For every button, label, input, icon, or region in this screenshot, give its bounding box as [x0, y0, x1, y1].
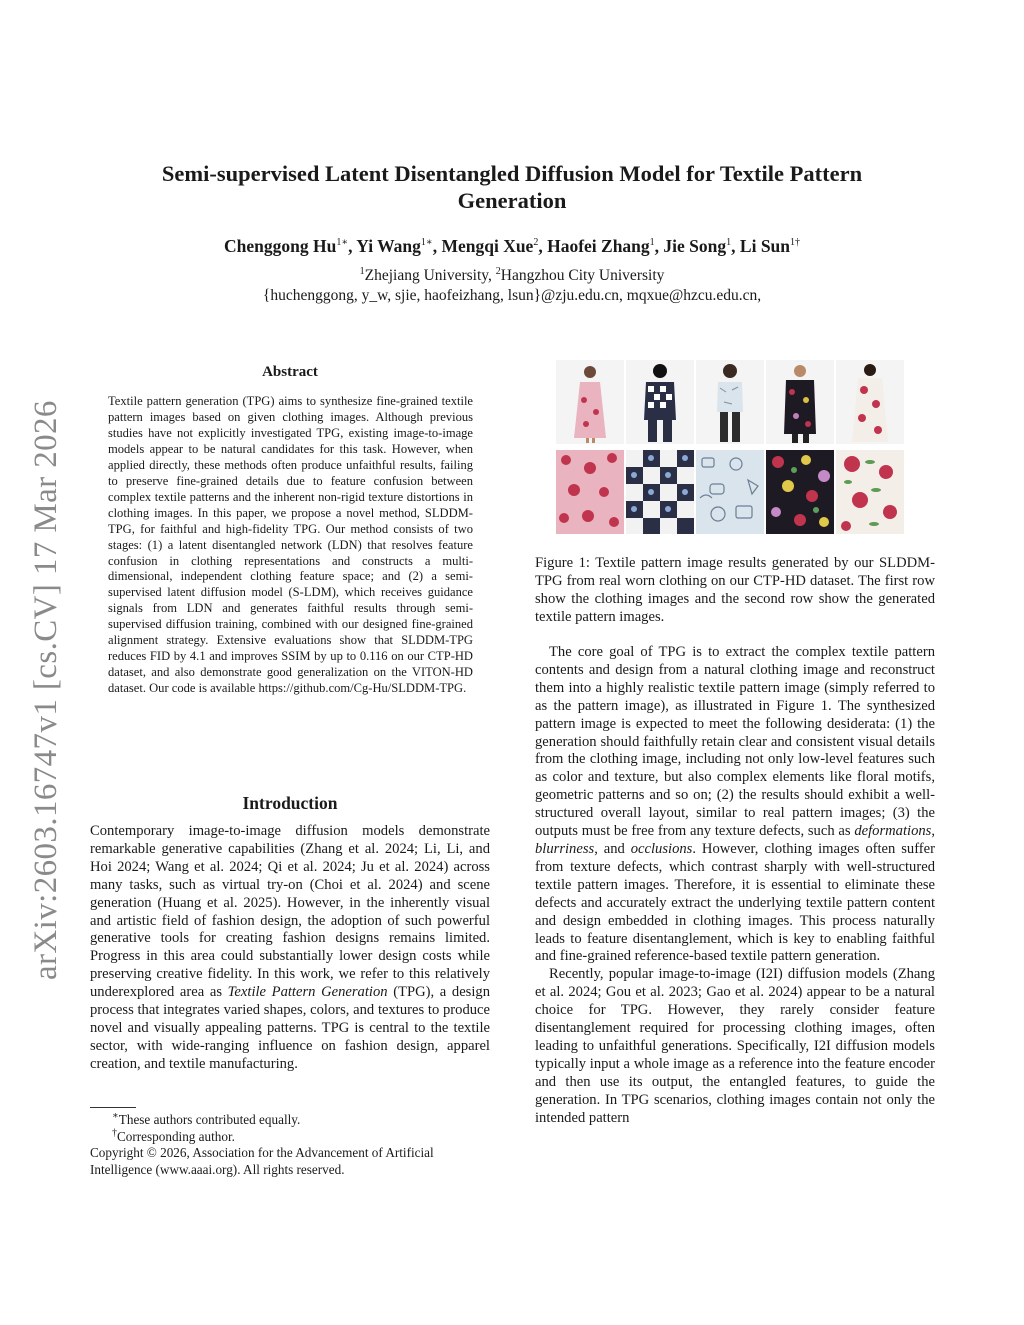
figure-1 — [556, 360, 906, 534]
footnote-equal: ∗These authors contributed equally. — [112, 1110, 301, 1127]
footnote-corresponding: †Corresponding author. — [112, 1127, 235, 1144]
pattern-image-2 — [626, 450, 694, 534]
paragraph: The core goal of TPG is to extract the complex textile pattern contents and design from a natural clothing image and reconstruct them into a highly realistic textile pattern image (simply referred to as the pattern image), as illustrated in Figure 1. The synthesized pattern image is expected to meet the following desiderata: (1) the generation should faithfully retain clear and consistent visual details from the clothing image, including not only low-level features such as color and texture, but also complex elements like floral motifs, geometric patterns and so on; (2) the results should exhibit a well-structured overall layout, similar to real pattern images; (3) the outputs must be free from any texture defects, such as deformations, blurriness, and occlusions. However, clothing images often suffer from texture defects, which contrast sharply with well-structured textile pattern images. Therefore, it is essential to eliminate these defects and accurately extract the underlying textile pattern content and design embedded in clothing images. This process naturally leads to feature disentanglement, which is key to enabling faithful and fine-grained reference-based textile pattern generation. — [535, 644, 935, 965]
author-emails: {huchenggong, y_w, sjie, haofeizhang, lsun}@zju.edu.cn, mqxue@hzcu.edu.cn, — [262, 287, 762, 304]
clothing-image-5 — [836, 360, 904, 444]
abstract-text: Textile pattern generation (TPG) aims to synthesize fine-grained textile pattern images based on given clothing images. Although previous studies have not explicitly investigated TPG, existing image-to-image models appear to be natural candidates for this task. However, when applied directly, these methods often produce unfaithful results, failing to preserve fine-grained details due to feature confusion between complex textile patterns and the inherent non-rigid texture distortions in clothing images. In this paper, we propose a novel method, SLDDM-TPG, for faithful and high-fidelity TPG. Our method consists of two stages: (1) a latent disentangled network (LDN) that resolves feature confusion in clothing representations and constructs a multi-dimensional, independent clothing feature space; and (2) a semi-supervised latent diffusion model (S-LDM), which receives guidance signals from LDN and generates faithful results through semi-supervised diffusion training, combined with our designed fine-grained alignment strategy. Extensive evaluations show that SLDDM-TPG reduces FID by 4.1 and improves SSIM by up to 0.116 on our CTP-HD dataset, and also demonstrate good generalization on the VITON-HD dataset. Our code is available https://github.com/Cg-Hu/SLDDM-TPG. — [108, 394, 473, 696]
author: Mengqi Xue$^2$, — [441, 236, 548, 256]
copyright-notice: Copyright © 2026, Association for the Advancement of Artificial Intelligence (www.aaai.org). All rights reserved. — [90, 1145, 434, 1177]
abstract-heading: Abstract — [262, 364, 318, 380]
author: Haofei Zhang$^1$, — [547, 236, 664, 256]
introduction-body — [90, 823, 490, 1074]
paragraph: Recently, popular image-to-image (I2I) diffusion models (Zhang et al. 2024; Gou et al. 2023; Gao et al. 2024) appear to be a natural choice for TPG. However, they rarely consider feature disentanglement required for processing clothing images, often leading to unfaithful generations. Specifically, I2I diffusion models typically input a whole image as a reference into the feature encoder and then use its output, the entangled features, to guide the generation. In TPG scenarios, clothing images contain not only the intended pattern — [535, 966, 935, 1126]
pattern-image-5 — [836, 450, 904, 534]
affiliations — [100, 266, 924, 306]
paper-title: Semi-supervised Latent Disentangled Diffusion Model for Textile Pattern Generation — [161, 161, 863, 213]
institutions: $^1$Zhejiang University, $^2$Hangzhou City University — [359, 265, 665, 284]
figure-1-caption: Figure 1: Textile pattern image results generated by our SLDDM-TPG from real worn clothing on our CTP-HD dataset. The first row show the clothing images and the second row show the generated textile pattern images. — [535, 555, 935, 625]
author-list — [100, 235, 924, 257]
arxiv-identifier: arXiv:2603.16747v1 [cs.CV] 17 Mar 2026 — [28, 400, 64, 980]
clothing-image-2 — [626, 360, 694, 444]
clothing-image-3 — [696, 360, 764, 444]
author: Yi Wang$^{1∗}$, — [356, 236, 442, 256]
footnote-rule — [90, 1107, 136, 1108]
clothing-image-4 — [766, 360, 834, 444]
pattern-image-4 — [766, 450, 834, 534]
author: Chenggong $Hu^{1∗}$, — [223, 236, 357, 256]
author: Li Sun$^{1\dagger}$ — [739, 236, 801, 256]
pattern-image-3 — [696, 450, 764, 534]
paragraph: Contemporary image-to-image diffusion models demonstrate remarkable generative capabilities (Zhang et al. 2024; Li, Li, and Hoi 2024; Wang et al. 2024; Qi et al. 2024; Ju et al. 2024) across many tasks, such as virtual try-on (Choi et al. 2024) and scene generation (Huang et al. 2025). However, in the inherently visual and artistic field of fashion design, the adoption of such powerful generative tools for creating fashion designs remains limited. Progress in this area could substantially lower design costs while preserving creative fidelity. In this work, we refer to this relatively underexplored area as Textile Pattern Generation (TPG), a design process that integrates varied shapes, colors, and textures to produce novel and visually appealing patterns. TPG is central to the textile sector, with wide-ranging influence on fashion design, apparel creation, and textile manufacturing. — [90, 823, 490, 1072]
author: Jie Song$^1$, — [663, 236, 740, 256]
pattern-image-1 — [556, 450, 624, 534]
clothing-image-1 — [556, 360, 624, 444]
right-column-body — [535, 644, 935, 1127]
footnotes — [90, 1112, 490, 1178]
introduction-heading: Introduction — [242, 793, 338, 813]
